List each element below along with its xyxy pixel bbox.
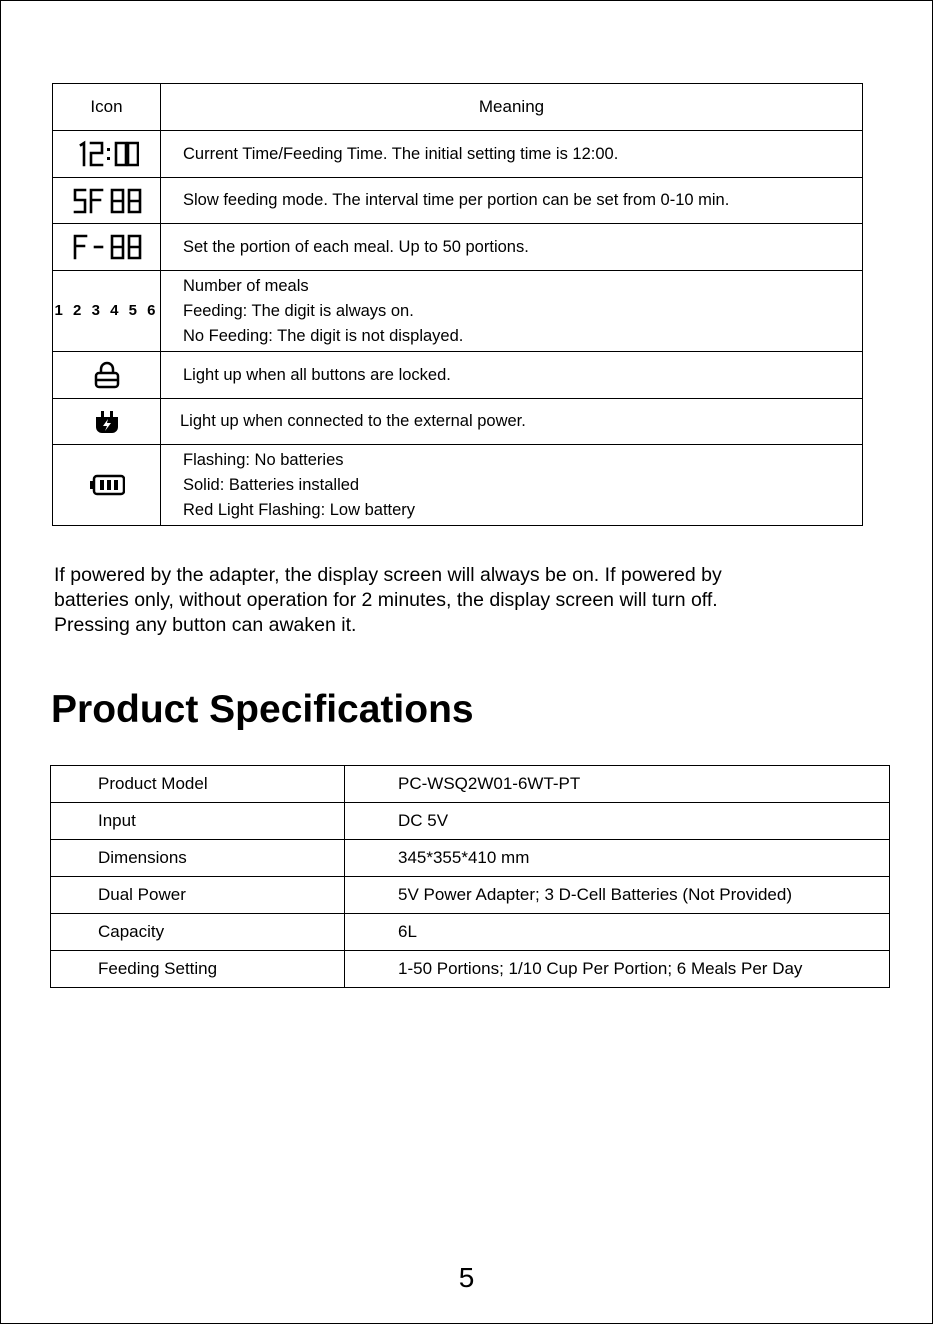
table-row <box>53 271 863 352</box>
lock-icon <box>93 361 121 389</box>
table-row <box>53 178 863 224</box>
time-display-icon <box>75 140 139 168</box>
table-row <box>51 877 890 914</box>
table-row <box>53 445 863 526</box>
spec-value: 6L <box>345 914 890 951</box>
page-number: 5 <box>458 1262 475 1293</box>
table-row <box>53 352 863 399</box>
spec-value: 5V Power Adapter; 3 D-Cell Batteries (Not Provided) <box>345 877 890 914</box>
slow-feed-display-icon <box>72 187 142 215</box>
spec-label: Feeding Setting <box>51 951 345 988</box>
meaning-text: Light up when all buttons are locked. <box>183 365 451 384</box>
meal-digits: 1 2 3 4 5 6 <box>54 302 159 319</box>
icon-header: Icon <box>53 84 161 131</box>
icon-meaning-table <box>52 83 863 526</box>
meaning-text: Current Time/Feeding Time. The initial setting time is 12:00. <box>183 144 619 163</box>
meaning-text: Flashing: No batteries <box>183 450 344 469</box>
spec-value: 345*355*410 mm <box>345 840 890 877</box>
spec-value: DC 5V <box>345 803 890 840</box>
meaning-text: Set the portion of each meal. Up to 50 portions. <box>183 237 529 256</box>
table-row <box>53 224 863 271</box>
meaning-text: Light up when connected to the external power. <box>180 412 526 430</box>
table-row <box>53 131 863 178</box>
table-row <box>53 399 863 445</box>
battery-icon <box>89 474 125 496</box>
table-row <box>51 803 890 840</box>
power-note <box>54 563 874 638</box>
section-title: Product Specifications <box>51 688 474 731</box>
table-row <box>51 951 890 988</box>
meaning-text: No Feeding: The digit is not displayed. <box>183 326 464 345</box>
meaning-text: Number of meals <box>183 276 309 295</box>
portion-display-icon <box>72 233 142 261</box>
table-row <box>51 840 890 877</box>
note-line: If powered by the adapter, the display screen will always be on. If powered by <box>54 564 722 586</box>
note-line: Pressing any button can awaken it. <box>54 614 357 636</box>
spec-label: Dual Power <box>51 877 345 914</box>
spec-table <box>50 765 890 988</box>
spec-value: PC-WSQ2W01-6WT-PT <box>345 766 890 803</box>
spec-label: Product Model <box>51 766 345 803</box>
spec-label: Capacity <box>51 914 345 951</box>
power-plug-icon <box>93 409 121 435</box>
table-row <box>51 914 890 951</box>
note-line: batteries only, without operation for 2 minutes, the display screen will turn off. <box>54 589 718 611</box>
meaning-text: Solid: Batteries installed <box>183 475 360 494</box>
spec-label: Dimensions <box>51 840 345 877</box>
table-row <box>51 766 890 803</box>
spec-value: 1-50 Portions; 1/10 Cup Per Portion; 6 Meals Per Day <box>345 951 890 988</box>
meaning-header: Meaning <box>161 84 863 131</box>
spec-label: Input <box>51 803 345 840</box>
meaning-text: Red Light Flashing: Low battery <box>183 500 416 519</box>
meaning-text: Slow feeding mode. The interval time per portion can be set from 0-10 min. <box>183 191 730 209</box>
meaning-text: Feeding: The digit is always on. <box>183 301 414 320</box>
